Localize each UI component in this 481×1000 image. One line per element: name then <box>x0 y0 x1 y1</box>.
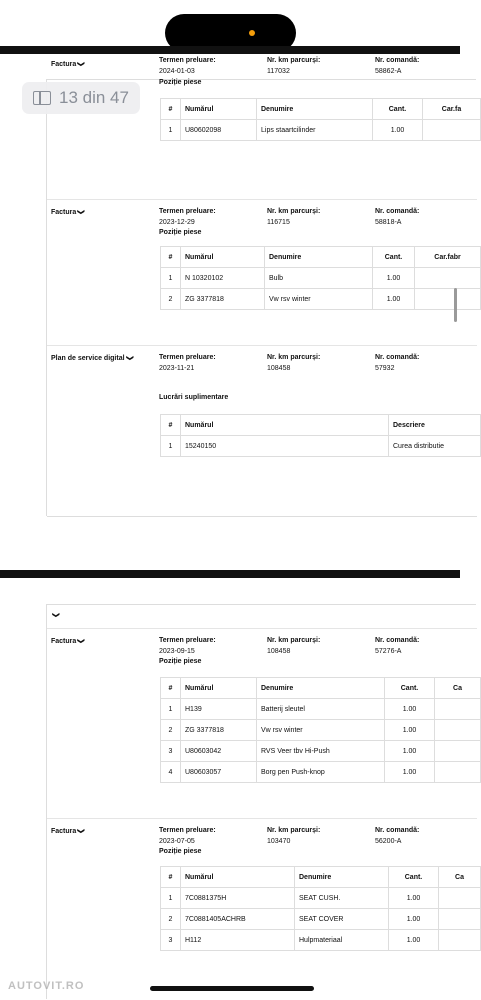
part-number: ZG 3377818 <box>181 720 257 741</box>
extra-cell <box>435 720 481 741</box>
part-name: Batterij sleutel <box>257 699 385 720</box>
service-history-panel <box>46 604 476 999</box>
column-header: # <box>161 415 181 436</box>
order-field: Nr. comandă: 57932 <box>375 354 420 372</box>
chevron-down-icon: ❯ <box>77 209 85 215</box>
part-name: Lips staartcilinder <box>257 120 373 141</box>
section-toggle[interactable]: Plan de service digital❯ <box>51 355 133 362</box>
row-index: 1 <box>161 120 181 141</box>
page-indicator-text: 13 din 47 <box>59 88 129 107</box>
section-subtitle: Poziție piese <box>159 229 202 236</box>
part-name: Hulpmateriaal <box>295 930 389 951</box>
quantity: 1.00 <box>389 888 439 909</box>
column-header: Numărul <box>181 867 295 888</box>
table-row <box>161 762 481 783</box>
quantity: 1.00 <box>373 289 415 310</box>
quantity: 1.00 <box>385 720 435 741</box>
part-number: H139 <box>181 699 257 720</box>
parts-table <box>160 866 481 951</box>
order-field: Nr. comandă: 57276-A <box>375 637 420 655</box>
document-page-bottom <box>0 578 464 999</box>
row-index: 1 <box>161 699 181 720</box>
extra-cell <box>439 888 481 909</box>
part-number: N 10320102 <box>181 268 265 289</box>
digital-service-plan-section <box>47 346 477 517</box>
column-header: Descriere <box>389 415 481 436</box>
section-toggle[interactable]: Factura❯ <box>51 638 85 645</box>
page-separator-middle <box>0 570 460 578</box>
part-number: ZG 3377818 <box>181 289 265 310</box>
part-name: SEAT CUSH. <box>295 888 389 909</box>
column-header: # <box>161 99 181 120</box>
column-header: Cant. <box>389 867 439 888</box>
table-header-row <box>161 247 481 268</box>
scrollbar-thumb[interactable] <box>454 288 457 322</box>
termen-field: Termen preluare: 2023-11-21 <box>159 354 216 372</box>
row-index: 2 <box>161 720 181 741</box>
order-field: Nr. comandă: 56200-A <box>375 827 420 845</box>
part-number: 7C0881405ACHRB <box>181 909 295 930</box>
section-toggle[interactable]: Factura❯ <box>51 209 85 216</box>
quantity: 1.00 <box>373 120 423 141</box>
column-header: Denumire <box>265 247 373 268</box>
column-header: Numărul <box>181 99 257 120</box>
table-row <box>161 930 481 951</box>
row-index: 1 <box>161 268 181 289</box>
collapse-toggle[interactable] <box>51 611 59 619</box>
chevron-down-icon: ❯ <box>77 61 85 67</box>
part-number: U80603042 <box>181 741 257 762</box>
row-index: 1 <box>161 888 181 909</box>
quantity: 1.00 <box>385 762 435 783</box>
section-toggle[interactable]: Factura❯ <box>51 828 85 835</box>
termen-field: Termen preluare: 2023-09-15 <box>159 637 216 655</box>
table-row <box>161 699 481 720</box>
page-indicator-badge[interactable] <box>22 82 140 114</box>
row-index: 1 <box>161 436 181 457</box>
quantity: 1.00 <box>373 268 415 289</box>
table-header-row <box>161 678 481 699</box>
extra-cell <box>439 909 481 930</box>
part-number: H112 <box>181 930 295 951</box>
order-field: Nr. comandă: 58818-A <box>375 208 420 226</box>
service-history-panel <box>46 57 476 516</box>
extra-cell <box>439 930 481 951</box>
table-row <box>161 120 481 141</box>
column-header: Numărul <box>181 415 389 436</box>
column-header: Numărul <box>181 678 257 699</box>
row-index: 3 <box>161 930 181 951</box>
quantity: 1.00 <box>389 930 439 951</box>
home-indicator[interactable] <box>150 986 314 991</box>
row-index: 4 <box>161 762 181 783</box>
collapse-header <box>47 605 477 629</box>
quantity: 1.00 <box>389 909 439 930</box>
table-row <box>161 436 481 457</box>
chevron-down-icon: ❯ <box>125 355 133 361</box>
extra-cell <box>415 289 481 310</box>
termen-field: Termen preluare: 2024-01-03 <box>159 57 216 75</box>
column-header: Cant. <box>373 247 415 268</box>
column-header: Car.fa <box>423 99 481 120</box>
column-header: Denumire <box>295 867 389 888</box>
part-name: RVS Veer tbv Hi-Push <box>257 741 385 762</box>
table-row <box>161 888 481 909</box>
part-number: U80603057 <box>181 762 257 783</box>
document-page-top <box>0 54 460 567</box>
column-header: Cant. <box>385 678 435 699</box>
km-field: Nr. km parcurși: 108458 <box>267 637 321 655</box>
table-header-row <box>161 867 481 888</box>
part-name: Vw rsv winter <box>265 289 373 310</box>
section-subtitle: Lucrări suplimentare <box>159 394 229 401</box>
section-subtitle: Poziție piese <box>159 658 202 665</box>
column-header: # <box>161 247 181 268</box>
chevron-down-icon: ❯ <box>51 612 59 618</box>
extra-cell <box>435 762 481 783</box>
table-row <box>161 720 481 741</box>
column-header: # <box>161 678 181 699</box>
invoice-section <box>47 629 477 819</box>
invoice-section <box>47 819 477 1000</box>
km-field: Nr. km parcurși: 117032 <box>267 57 321 75</box>
extra-cell <box>415 268 481 289</box>
column-header: Car.fabr <box>415 247 481 268</box>
column-header: # <box>161 867 181 888</box>
extra-cell <box>423 120 481 141</box>
termen-field: Termen preluare: 2023-12-29 <box>159 208 216 226</box>
termen-field: Termen preluare: 2023-07-05 <box>159 827 216 845</box>
part-name: SEAT COVER <box>295 909 389 930</box>
order-field: Nr. comandă: 58862-A <box>375 57 420 75</box>
work-number: 15240150 <box>181 436 389 457</box>
watermark-logo: AUTOVIT.RO <box>8 980 85 992</box>
table-header-row <box>161 99 481 120</box>
column-header: Ca <box>439 867 481 888</box>
parts-table <box>160 677 481 783</box>
column-header: Cant. <box>373 99 423 120</box>
work-description: Curea distributie <box>389 436 481 457</box>
column-header: Ca <box>435 678 481 699</box>
invoice-section <box>47 200 477 346</box>
table-row <box>161 741 481 762</box>
km-field: Nr. km parcurși: 108458 <box>267 354 321 372</box>
chevron-down-icon: ❯ <box>77 828 85 834</box>
extra-cell <box>435 699 481 720</box>
column-header: Numărul <box>181 247 265 268</box>
quantity: 1.00 <box>385 699 435 720</box>
quantity: 1.00 <box>385 741 435 762</box>
table-row <box>161 289 481 310</box>
row-index: 3 <box>161 741 181 762</box>
part-number: 7C0881375H <box>181 888 295 909</box>
sidebar-icon <box>33 91 51 105</box>
section-toggle[interactable]: Factura❯ <box>51 61 85 68</box>
column-header: Denumire <box>257 99 373 120</box>
row-index: 2 <box>161 289 181 310</box>
column-header: Denumire <box>257 678 385 699</box>
table-row <box>161 268 481 289</box>
km-field: Nr. km parcurși: 116715 <box>267 208 321 226</box>
additional-work-table <box>160 414 481 457</box>
km-field: Nr. km parcurși: 103470 <box>267 827 321 845</box>
section-subtitle: Poziție piese <box>159 848 202 855</box>
parts-table <box>160 246 481 310</box>
invoice-section <box>47 52 477 200</box>
part-number: U80602098 <box>181 120 257 141</box>
table-row <box>161 909 481 930</box>
extra-cell <box>435 741 481 762</box>
part-name: Vw rsv winter <box>257 720 385 741</box>
part-name: Bulb <box>265 268 373 289</box>
chevron-down-icon: ❯ <box>77 638 85 644</box>
row-index: 2 <box>161 909 181 930</box>
table-header-row <box>161 415 481 436</box>
section-subtitle: Poziție piese <box>159 79 202 86</box>
camera-indicator-dot <box>249 30 255 36</box>
part-name: Borg pen Push-knop <box>257 762 385 783</box>
parts-table <box>160 98 481 141</box>
